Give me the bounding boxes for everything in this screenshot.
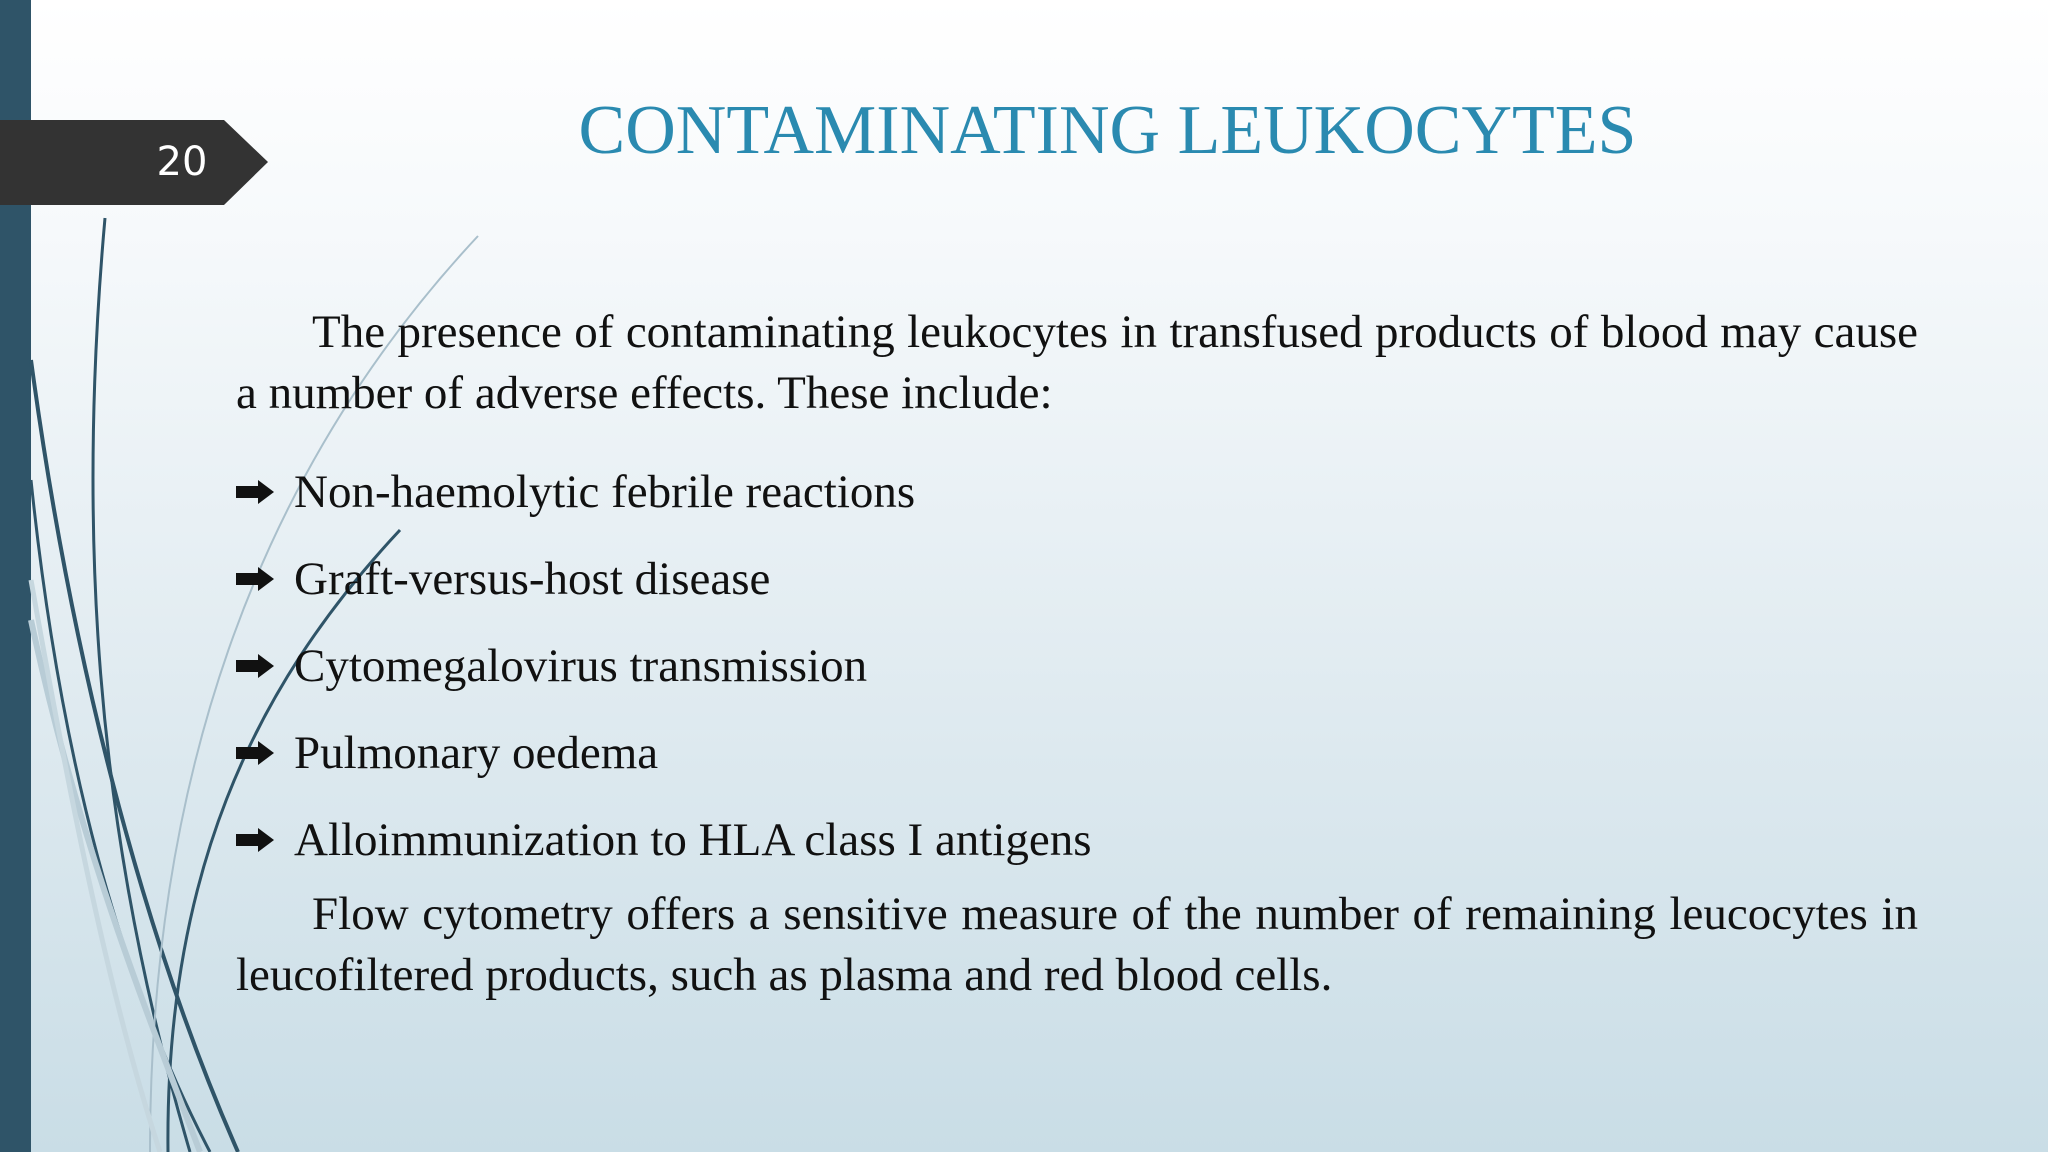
pointing-arrow-icon xyxy=(236,741,294,765)
list-item-label: Non-haemolytic febrile reactions xyxy=(294,465,916,518)
pointing-arrow-icon xyxy=(236,654,294,678)
outro-paragraph: Flow cytometry offers a sensitive measure of the number of remaining leucocytes in leucofiltered products, such as plasma and red blood cells. xyxy=(236,888,1918,1001)
list-item-label: Graft-versus-host disease xyxy=(294,552,771,605)
page-number: 20 xyxy=(156,139,208,185)
slide-body xyxy=(236,302,1918,1006)
intro-paragraph: The presence of contaminating leukocytes in transfused products of blood may cause a number of adverse effects. These include: xyxy=(236,306,1918,419)
list-item xyxy=(236,535,1918,622)
effects-list xyxy=(236,448,1918,883)
list-item xyxy=(236,709,1918,796)
list-item xyxy=(236,448,1918,535)
page-number-tab xyxy=(0,120,268,205)
pointing-arrow-icon xyxy=(236,828,294,852)
slide-title: CONTAMINATING LEUKOCYTES xyxy=(578,92,1637,169)
list-item-label: Cytomegalovirus transmission xyxy=(294,639,868,692)
list-item-label: Alloimmunization to HLA class I antigens xyxy=(294,813,1092,866)
pointing-arrow-icon xyxy=(236,480,294,504)
list-item-label: Pulmonary oedema xyxy=(294,726,659,779)
tab-shape-icon xyxy=(0,120,268,205)
list-item xyxy=(236,622,1918,709)
pointing-arrow-icon xyxy=(236,567,294,591)
list-item xyxy=(236,796,1918,883)
